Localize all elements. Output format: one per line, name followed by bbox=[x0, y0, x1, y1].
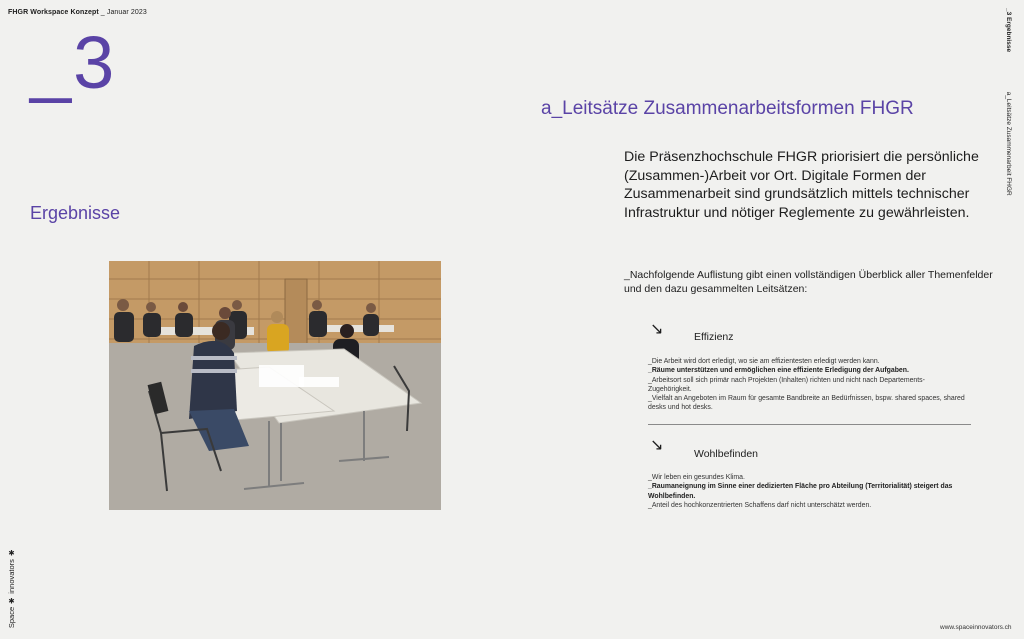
running-head-subchapter: a_Leitsätze Zusammenarbeit FHGR bbox=[1005, 91, 1012, 196]
topic-list-wohlbefinden bbox=[648, 473, 968, 510]
topic-list-effizienz bbox=[648, 357, 968, 413]
intro-paragraph: Die Präsenzhochschule FHGR priorisiert die persönliche (Zusammen-)Arbeit vor Ort. Digitale Formen der Zusammenarbeit sind grundsätzlich mittels technischer Infrastruktur und nötiger Reglemente zu gewährleisten. bbox=[624, 149, 979, 221]
space-innovators-logo: Space ✱ innovators ✱ bbox=[7, 548, 16, 629]
workshop-photo bbox=[109, 261, 441, 510]
section-number: _3 bbox=[30, 21, 117, 104]
list-item-bold: _Raumaneignung im Sinne einer dedizierten Fläche pro Abteilung (Territorialität) steigert das Wohlbefinden. bbox=[648, 483, 953, 500]
website-url: www.spaceinnovators.ch bbox=[940, 624, 1012, 631]
header-brand: FHGR Workspace Konzept bbox=[8, 9, 99, 16]
list-item: _Anteil des hochkonzentrierten Schaffens darf nicht unterschätzt werden. bbox=[648, 501, 872, 509]
topic-title-wohlbefinden: Wohlbefinden bbox=[694, 448, 759, 460]
section-title: Ergebnisse bbox=[30, 203, 121, 223]
document-header bbox=[8, 9, 147, 16]
list-item: _Wir leben ein gesundes Klima. bbox=[648, 474, 745, 481]
topic-divider bbox=[648, 424, 971, 425]
overview-paragraph: _Nachfolgende Auflistung gibt einen vollständigen Überblick aller Themenfelder und den dazu gesammelten Leitsätzen: bbox=[624, 269, 993, 295]
list-item: _Arbeitsort soll sich primär nach Projekten (Inhalten) richten und nicht nach Departements-Zugehörigkeit. bbox=[648, 376, 925, 393]
page-heading: a_Leitsätze Zusammenarbeitsformen FHGR bbox=[541, 98, 914, 119]
list-item: _Die Arbeit wird dort erledigt, wo sie am effizientesten erledigt werden kann. bbox=[648, 358, 880, 365]
arrow-down-right-icon: ↘ bbox=[650, 321, 664, 338]
topic-title-effizienz: Effizienz bbox=[694, 331, 734, 343]
running-head-vertical bbox=[1005, 8, 1012, 196]
header-date: Januar 2023 bbox=[106, 9, 147, 16]
list-item-bold: _Räume unterstützen und ermöglichen eine effiziente Erledigung der Aufgaben. bbox=[648, 367, 909, 375]
running-head-chapter: _3 Ergebnisse bbox=[1005, 8, 1012, 53]
workshop-photo-illustration bbox=[109, 261, 441, 510]
arrow-down-right-icon: ↘ bbox=[650, 437, 664, 454]
list-item: _Vielfalt an Angeboten im Raum für gesamte Bandbreite an Bedürfnissen, bspw. shared spaces, shared desks und hot desks. bbox=[648, 395, 965, 412]
header-separator: _ bbox=[98, 9, 107, 16]
